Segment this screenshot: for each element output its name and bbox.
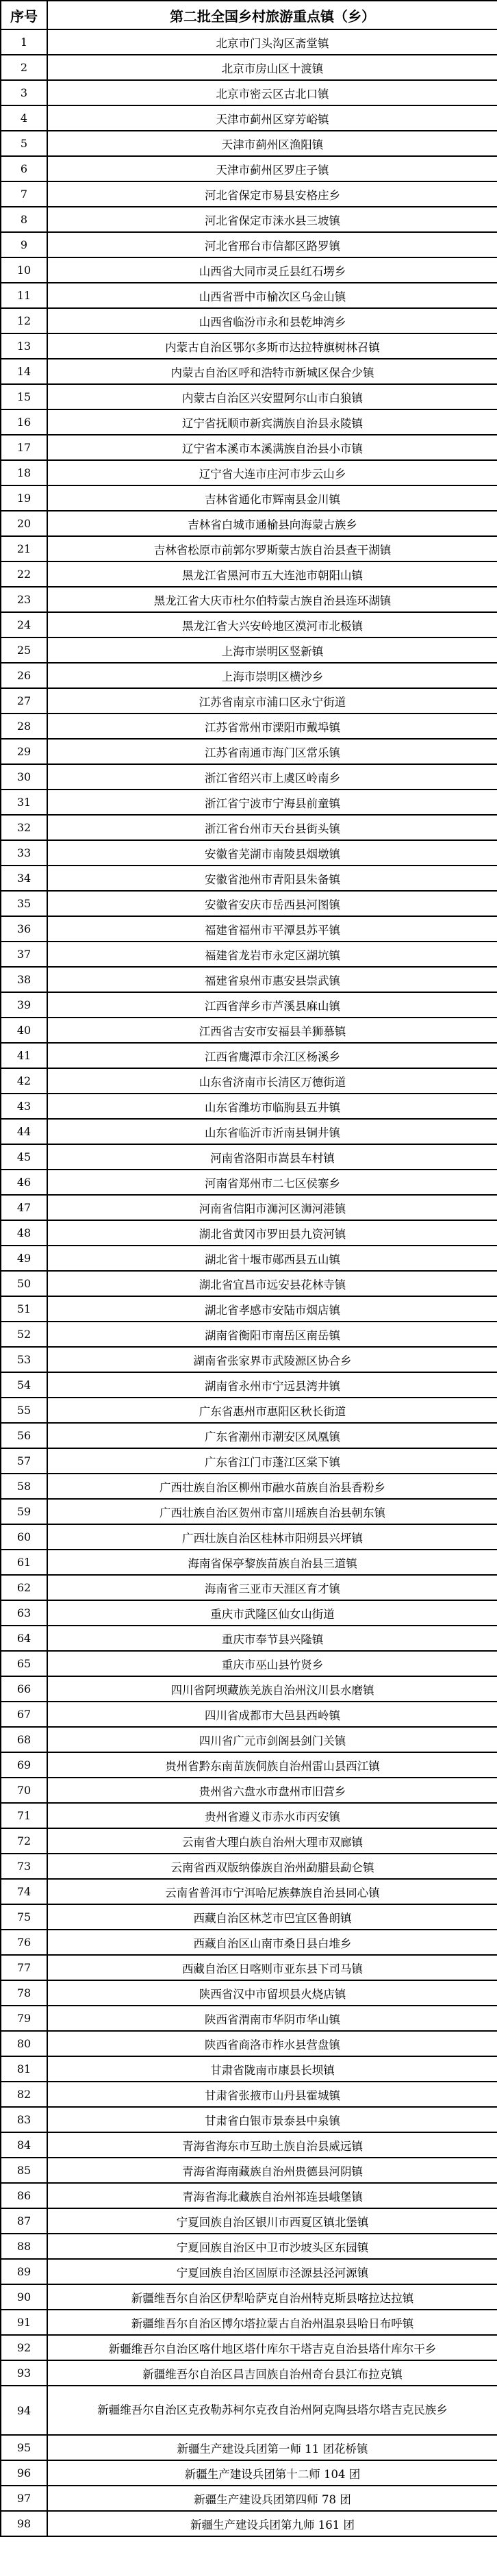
town-name-cell: 江苏省南京市浦口区永宁街道 [47, 688, 497, 714]
serial-number-cell: 90 [1, 2284, 47, 2310]
table-row [1, 1398, 497, 1423]
serial-number-cell: 53 [1, 1347, 47, 1372]
serial-number-cell: 49 [1, 1246, 47, 1271]
town-name-cell: 浙江省绍兴市上虞区岭南乡 [47, 764, 497, 790]
serial-number-cell: 31 [1, 790, 47, 815]
town-name-cell: 天津市蓟州区渔阳镇 [47, 131, 497, 156]
town-name-cell: 江西省吉安市安福县羊狮慕镇 [47, 1018, 497, 1043]
table-row [1, 1955, 497, 1980]
town-name-cell: 广西壮族自治区桂林市阳朔县兴坪镇 [47, 1524, 497, 1550]
table-row [1, 1904, 497, 1930]
table-row [1, 916, 497, 942]
table-row [1, 1854, 497, 1879]
town-name-cell: 贵州省遵义市赤水市丙安镇 [47, 1803, 497, 1828]
table-row [1, 1752, 497, 1778]
table-row [1, 2082, 497, 2107]
table-row [1, 2208, 497, 2234]
town-name-cell: 上海市崇明区竖新镇 [47, 637, 497, 663]
table-row [1, 1119, 497, 1144]
town-name-cell: 宁夏回族自治区中卫市沙坡头区东园镇 [47, 2234, 497, 2259]
town-name-cell: 西藏自治区山南市桑日县白堆乡 [47, 1930, 497, 1955]
table-row [1, 333, 497, 359]
town-name-cell: 新疆维吾尔自治区伊犁哈萨克自治州特克斯县喀拉达拉镇 [47, 2284, 497, 2310]
table-row [1, 2259, 497, 2284]
serial-number-cell: 26 [1, 663, 47, 688]
table-row [1, 942, 497, 967]
table-row [1, 1803, 497, 1828]
town-name-cell: 湖北省宜昌市远安县花林寺镇 [47, 1271, 497, 1296]
serial-number-cell: 62 [1, 1575, 47, 1600]
serial-number-cell: 29 [1, 739, 47, 764]
table-row [1, 1195, 497, 1220]
town-name-cell: 山东省潍坊市临朐县五井镇 [47, 1094, 497, 1119]
town-name-cell: 海南省三亚市天涯区育才镇 [47, 1575, 497, 1600]
table-row [1, 536, 497, 561]
table-row [1, 1068, 497, 1094]
serial-number-cell: 11 [1, 283, 47, 308]
table-row [1, 891, 497, 916]
town-name-cell: 黑龙江省黑河市五大连池市朝阳山镇 [47, 561, 497, 587]
serial-number-cell: 60 [1, 1524, 47, 1550]
table-header [1, 1, 497, 29]
town-name-cell: 重庆市武隆区仙女山街道 [47, 1600, 497, 1626]
serial-number-cell: 17 [1, 435, 47, 460]
serial-number-cell: 4 [1, 105, 47, 131]
table-row [1, 1423, 497, 1448]
serial-number-cell: 37 [1, 942, 47, 967]
serial-number-cell: 93 [1, 2360, 47, 2386]
table-row [1, 485, 497, 511]
table-row [1, 2006, 497, 2031]
table-row [1, 1702, 497, 1727]
table-row [1, 1347, 497, 1372]
serial-number-cell: 75 [1, 1904, 47, 1930]
town-name-cell: 陕西省渭南市华阴市华山镇 [47, 2006, 497, 2031]
serial-number-cell: 74 [1, 1879, 47, 1904]
town-name-cell: 江西省萍乡市芦溪县麻山镇 [47, 992, 497, 1018]
serial-number-cell: 98 [1, 2511, 47, 2536]
serial-number-cell: 77 [1, 1955, 47, 1980]
serial-number-cell: 69 [1, 1752, 47, 1778]
table-row [1, 2360, 497, 2386]
town-name-cell: 西藏自治区林芝市巴宜区鲁朗镇 [47, 1904, 497, 1930]
town-name-cell: 辽宁省大连市庄河市步云山乡 [47, 460, 497, 485]
serial-number-cell: 89 [1, 2259, 47, 2284]
table-row [1, 1018, 497, 1043]
table-row [1, 359, 497, 384]
town-name-cell: 山西省临汾市永和县乾坤湾乡 [47, 308, 497, 333]
serial-number-cell: 27 [1, 688, 47, 714]
town-name-cell: 吉林省松原市前郭尔罗斯蒙古族自治县查干湖镇 [47, 536, 497, 561]
serial-number-cell: 63 [1, 1600, 47, 1626]
serial-number-cell: 15 [1, 384, 47, 409]
table-row [1, 1296, 497, 1322]
town-name-cell: 广西壮族自治区贺州市富川瑶族自治县朝东镇 [47, 1499, 497, 1524]
serial-number-cell: 95 [1, 2435, 47, 2460]
header-town-name: 第二批全国乡村旅游重点镇（乡） [47, 1, 497, 29]
town-name-cell: 内蒙古自治区鄂尔多斯市达拉特旗树林召镇 [47, 333, 497, 359]
table-row [1, 308, 497, 333]
town-name-cell: 天津市蓟州区罗庄子镇 [47, 156, 497, 181]
town-name-cell: 河南省信阳市浉河区浉河港镇 [47, 1195, 497, 1220]
table-row [1, 1676, 497, 1702]
serial-number-cell: 9 [1, 232, 47, 257]
town-name-cell: 云南省普洱市宁洱哈尼族彝族自治县同心镇 [47, 1879, 497, 1904]
table-row [1, 511, 497, 536]
table-body [1, 29, 497, 2536]
table-row [1, 2158, 497, 2183]
serial-number-cell: 10 [1, 257, 47, 283]
town-name-cell: 重庆市巫山县竹贤乡 [47, 1651, 497, 1676]
serial-number-cell: 23 [1, 587, 47, 612]
table-row [1, 1980, 497, 2006]
town-name-cell: 北京市密云区古北口镇 [47, 80, 497, 105]
town-name-cell: 云南省大理白族自治州大理市双廊镇 [47, 1828, 497, 1854]
table-row [1, 1170, 497, 1195]
serial-number-cell: 67 [1, 1702, 47, 1727]
serial-number-cell: 22 [1, 561, 47, 587]
table-row [1, 2284, 497, 2310]
town-name-cell: 江苏省常州市溧阳市戴埠镇 [47, 714, 497, 739]
serial-number-cell: 13 [1, 333, 47, 359]
table-row [1, 156, 497, 181]
town-name-cell: 辽宁省抚顺市新宾满族自治县永陵镇 [47, 409, 497, 435]
town-name-cell: 四川省广元市剑阁县剑门关镇 [47, 1727, 497, 1752]
table-row [1, 1271, 497, 1296]
table-row [1, 2460, 497, 2486]
table-row [1, 1246, 497, 1271]
town-name-cell: 贵州省六盘水市盘州市旧营乡 [47, 1778, 497, 1803]
serial-number-cell: 64 [1, 1626, 47, 1651]
table-row [1, 688, 497, 714]
serial-number-cell: 76 [1, 1930, 47, 1955]
table-row [1, 1550, 497, 1575]
table-row [1, 55, 497, 80]
serial-number-cell: 16 [1, 409, 47, 435]
town-name-cell: 山东省济南市长清区万德街道 [47, 1068, 497, 1094]
serial-number-cell: 42 [1, 1068, 47, 1094]
table-row [1, 714, 497, 739]
town-name-cell: 甘肃省张掖市山丹县霍城镇 [47, 2082, 497, 2107]
town-name-cell: 辽宁省本溪市本溪满族自治县小市镇 [47, 435, 497, 460]
serial-number-cell: 30 [1, 764, 47, 790]
town-name-cell: 福建省福州市平潭县苏平镇 [47, 916, 497, 942]
serial-number-cell: 20 [1, 511, 47, 536]
town-name-cell: 重庆市奉节县兴隆镇 [47, 1626, 497, 1651]
table-row [1, 460, 497, 485]
town-name-cell: 河北省保定市涞水县三坡镇 [47, 207, 497, 232]
serial-number-cell: 73 [1, 1854, 47, 1879]
town-name-cell: 湖南省张家界市武陵源区协合乡 [47, 1347, 497, 1372]
town-name-cell: 天津市蓟州区穿芳峪镇 [47, 105, 497, 131]
town-name-cell: 新疆维吾尔自治区克孜勒苏柯尔克孜自治州阿克陶县塔尔塔吉克民族乡 [47, 2386, 497, 2435]
table-row [1, 1372, 497, 1398]
town-name-cell: 黑龙江省大兴安岭地区漠河市北极镇 [47, 612, 497, 637]
table-row [1, 2486, 497, 2511]
serial-number-cell: 61 [1, 1550, 47, 1575]
serial-number-cell: 38 [1, 967, 47, 992]
town-name-cell: 山西省晋中市榆次区乌金山镇 [47, 283, 497, 308]
town-name-cell: 新疆生产建设兵团第十二师 104 团 [47, 2460, 497, 2486]
serial-number-cell: 79 [1, 2006, 47, 2031]
town-name-cell: 甘肃省白银市景泰县中泉镇 [47, 2107, 497, 2132]
serial-number-cell: 5 [1, 131, 47, 156]
town-name-cell: 陕西省商洛市柞水县营盘镇 [47, 2031, 497, 2056]
serial-number-cell: 58 [1, 1474, 47, 1499]
table-row [1, 1575, 497, 1600]
table-row [1, 80, 497, 105]
table-row [1, 2031, 497, 2056]
table-row [1, 1144, 497, 1170]
table-row [1, 764, 497, 790]
town-name-cell: 吉林省通化市辉南县金川镇 [47, 485, 497, 511]
town-name-cell: 贵州省黔东南苗族侗族自治州雷山县西江镇 [47, 1752, 497, 1778]
serial-number-cell: 25 [1, 637, 47, 663]
table-row [1, 967, 497, 992]
town-name-cell: 云南省西双版纳傣族自治州勐腊县勐仑镇 [47, 1854, 497, 1879]
table-row [1, 1828, 497, 1854]
table-row [1, 2107, 497, 2132]
town-name-cell: 湖南省衡阳市南岳区南岳镇 [47, 1322, 497, 1347]
serial-number-cell: 47 [1, 1195, 47, 1220]
table-row [1, 257, 497, 283]
town-name-cell: 新疆维吾尔自治区喀什地区塔什库尔干塔吉克自治县塔什库尔干乡 [47, 2335, 497, 2360]
town-name-cell: 内蒙古自治区呼和浩特市新城区保合少镇 [47, 359, 497, 384]
serial-number-cell: 57 [1, 1448, 47, 1474]
table-row [1, 587, 497, 612]
town-name-cell: 广东省潮州市潮安区凤凰镇 [47, 1423, 497, 1448]
serial-number-cell: 32 [1, 815, 47, 840]
town-name-cell: 新疆维吾尔自治区昌吉回族自治州奇台县江布拉克镇 [47, 2360, 497, 2386]
serial-number-cell: 14 [1, 359, 47, 384]
town-name-cell: 湖南省永州市宁远县湾井镇 [47, 1372, 497, 1398]
town-name-cell: 广东省江门市蓬江区棠下镇 [47, 1448, 497, 1474]
table-row [1, 2056, 497, 2082]
serial-number-cell: 80 [1, 2031, 47, 2056]
table-row [1, 1220, 497, 1246]
serial-number-cell: 71 [1, 1803, 47, 1828]
town-name-cell: 浙江省台州市天台县街头镇 [47, 815, 497, 840]
town-name-cell: 湖北省黄冈市罗田县九资河镇 [47, 1220, 497, 1246]
table-row [1, 29, 497, 55]
table-row [1, 435, 497, 460]
town-name-cell: 广东省惠州市惠阳区秋长街道 [47, 1398, 497, 1423]
serial-number-cell: 91 [1, 2310, 47, 2335]
serial-number-cell: 70 [1, 1778, 47, 1803]
serial-number-cell: 94 [1, 2386, 47, 2435]
table-row [1, 1043, 497, 1068]
town-name-cell: 河北省邢台市信都区路罗镇 [47, 232, 497, 257]
table-row [1, 283, 497, 308]
serial-number-cell: 84 [1, 2132, 47, 2158]
town-name-cell: 湖北省十堰市郧西县五山镇 [47, 1246, 497, 1271]
serial-number-cell: 21 [1, 536, 47, 561]
town-name-cell: 海南省保亭黎族苗族自治县三道镇 [47, 1550, 497, 1575]
table-row [1, 2310, 497, 2335]
serial-number-cell: 39 [1, 992, 47, 1018]
table-row [1, 1499, 497, 1524]
table-row [1, 840, 497, 866]
serial-number-cell: 8 [1, 207, 47, 232]
table-row [1, 739, 497, 764]
table-row [1, 815, 497, 840]
table-row [1, 1626, 497, 1651]
town-name-cell: 安徽省安庆市岳西县河图镇 [47, 891, 497, 916]
town-name-cell: 河北省保定市易县安格庄乡 [47, 181, 497, 207]
serial-number-cell: 92 [1, 2335, 47, 2360]
serial-number-cell: 19 [1, 485, 47, 511]
serial-number-cell: 87 [1, 2208, 47, 2234]
town-name-cell: 青海省海北藏族自治州祁连县峨堡镇 [47, 2183, 497, 2208]
town-name-cell: 河南省郑州市二七区侯寨乡 [47, 1170, 497, 1195]
table-row [1, 1727, 497, 1752]
serial-number-cell: 34 [1, 866, 47, 891]
table-row [1, 2335, 497, 2360]
serial-number-cell: 41 [1, 1043, 47, 1068]
serial-number-cell: 12 [1, 308, 47, 333]
serial-number-cell: 28 [1, 714, 47, 739]
serial-number-cell: 40 [1, 1018, 47, 1043]
table-row [1, 232, 497, 257]
town-name-cell: 湖北省孝感市安陆市烟店镇 [47, 1296, 497, 1322]
serial-number-cell: 44 [1, 1119, 47, 1144]
serial-number-cell: 83 [1, 2107, 47, 2132]
table-row [1, 1474, 497, 1499]
serial-number-cell: 7 [1, 181, 47, 207]
table-row [1, 637, 497, 663]
table-row [1, 2386, 497, 2435]
table-row [1, 207, 497, 232]
town-name-cell: 安徽省池州市青阳县朱备镇 [47, 866, 497, 891]
table-row [1, 2435, 497, 2460]
table-row [1, 612, 497, 637]
town-name-cell: 青海省海南藏族自治州贵德县河阴镇 [47, 2158, 497, 2183]
town-name-cell: 上海市崇明区横沙乡 [47, 663, 497, 688]
table-row [1, 663, 497, 688]
table-row [1, 561, 497, 587]
town-name-cell: 新疆生产建设兵团第一师 11 团花桥镇 [47, 2435, 497, 2460]
serial-number-cell: 66 [1, 1676, 47, 1702]
serial-number-cell: 43 [1, 1094, 47, 1119]
town-name-cell: 西藏自治区日喀则市亚东县下司马镇 [47, 1955, 497, 1980]
header-row [1, 1, 497, 29]
serial-number-cell: 35 [1, 891, 47, 916]
serial-number-cell: 65 [1, 1651, 47, 1676]
table-row [1, 181, 497, 207]
serial-number-cell: 81 [1, 2056, 47, 2082]
town-name-cell: 山东省临沂市沂南县铜井镇 [47, 1119, 497, 1144]
serial-number-cell: 68 [1, 1727, 47, 1752]
table-row [1, 2132, 497, 2158]
town-name-cell: 江苏省南通市海门区常乐镇 [47, 739, 497, 764]
town-name-cell: 新疆生产建设兵团第四师 78 团 [47, 2486, 497, 2511]
serial-number-cell: 50 [1, 1271, 47, 1296]
town-name-cell: 内蒙古自治区兴安盟阿尔山市白狼镇 [47, 384, 497, 409]
table-row [1, 992, 497, 1018]
serial-number-cell: 72 [1, 1828, 47, 1854]
serial-number-cell: 6 [1, 156, 47, 181]
table-row [1, 1778, 497, 1803]
table-row [1, 866, 497, 891]
town-name-cell: 宁夏回族自治区固原市泾源县泾河源镇 [47, 2259, 497, 2284]
serial-number-cell: 82 [1, 2082, 47, 2107]
header-serial-number: 序号 [1, 1, 47, 29]
table-row [1, 409, 497, 435]
town-name-cell: 北京市门头沟区斋堂镇 [47, 29, 497, 55]
serial-number-cell: 18 [1, 460, 47, 485]
table-row [1, 384, 497, 409]
table-row [1, 1600, 497, 1626]
serial-number-cell: 55 [1, 1398, 47, 1423]
town-name-cell: 福建省龙岩市永定区湖坑镇 [47, 942, 497, 967]
town-name-cell: 浙江省宁波市宁海县前童镇 [47, 790, 497, 815]
serial-number-cell: 3 [1, 80, 47, 105]
table-row [1, 1094, 497, 1119]
serial-number-cell: 97 [1, 2486, 47, 2511]
town-name-cell: 青海省海东市互助土族自治县威远镇 [47, 2132, 497, 2158]
serial-number-cell: 24 [1, 612, 47, 637]
serial-number-cell: 36 [1, 916, 47, 942]
town-name-cell: 河南省洛阳市嵩县车村镇 [47, 1144, 497, 1170]
serial-number-cell: 52 [1, 1322, 47, 1347]
serial-number-cell: 45 [1, 1144, 47, 1170]
table-row [1, 1651, 497, 1676]
town-name-cell: 新疆维吾尔自治区博尔塔拉蒙古自治州温泉县哈日布呼镇 [47, 2310, 497, 2335]
town-name-cell: 甘肃省陇南市康县长坝镇 [47, 2056, 497, 2082]
town-name-cell: 广西壮族自治区柳州市融水苗族自治县香粉乡 [47, 1474, 497, 1499]
serial-number-cell: 59 [1, 1499, 47, 1524]
town-name-cell: 新疆生产建设兵团第九师 161 团 [47, 2511, 497, 2536]
town-name-cell: 江西省鹰潭市余江区杨溪乡 [47, 1043, 497, 1068]
serial-number-cell: 2 [1, 55, 47, 80]
table-row [1, 2511, 497, 2536]
table-row [1, 131, 497, 156]
table-row [1, 105, 497, 131]
serial-number-cell: 51 [1, 1296, 47, 1322]
serial-number-cell: 46 [1, 1170, 47, 1195]
table-row [1, 790, 497, 815]
serial-number-cell: 54 [1, 1372, 47, 1398]
town-name-cell: 吉林省白城市通榆县向海蒙古族乡 [47, 511, 497, 536]
serial-number-cell: 85 [1, 2158, 47, 2183]
town-name-cell: 安徽省芜湖市南陵县烟墩镇 [47, 840, 497, 866]
serial-number-cell: 78 [1, 1980, 47, 2006]
table-row [1, 1930, 497, 1955]
town-name-cell: 宁夏回族自治区银川市西夏区镇北堡镇 [47, 2208, 497, 2234]
town-name-cell: 山西省大同市灵丘县红石塄乡 [47, 257, 497, 283]
table-row [1, 1524, 497, 1550]
serial-number-cell: 1 [1, 29, 47, 55]
town-name-cell: 黑龙江省大庆市杜尔伯特蒙古族自治县连环湖镇 [47, 587, 497, 612]
town-name-cell: 北京市房山区十渡镇 [47, 55, 497, 80]
town-name-cell: 福建省泉州市惠安县崇武镇 [47, 967, 497, 992]
table-row [1, 1448, 497, 1474]
town-name-cell: 陕西省汉中市留坝县火烧店镇 [47, 1980, 497, 2006]
town-name-cell: 四川省阿坝藏族羌族自治州汶川县水磨镇 [47, 1676, 497, 1702]
serial-number-cell: 33 [1, 840, 47, 866]
serial-number-cell: 86 [1, 2183, 47, 2208]
serial-number-cell: 48 [1, 1220, 47, 1246]
table-row [1, 2234, 497, 2259]
serial-number-cell: 56 [1, 1423, 47, 1448]
table-row [1, 1322, 497, 1347]
table-row [1, 2183, 497, 2208]
town-name-cell: 四川省成都市大邑县西岭镇 [47, 1702, 497, 1727]
serial-number-cell: 96 [1, 2460, 47, 2486]
serial-number-cell: 88 [1, 2234, 47, 2259]
table-row [1, 1879, 497, 1904]
